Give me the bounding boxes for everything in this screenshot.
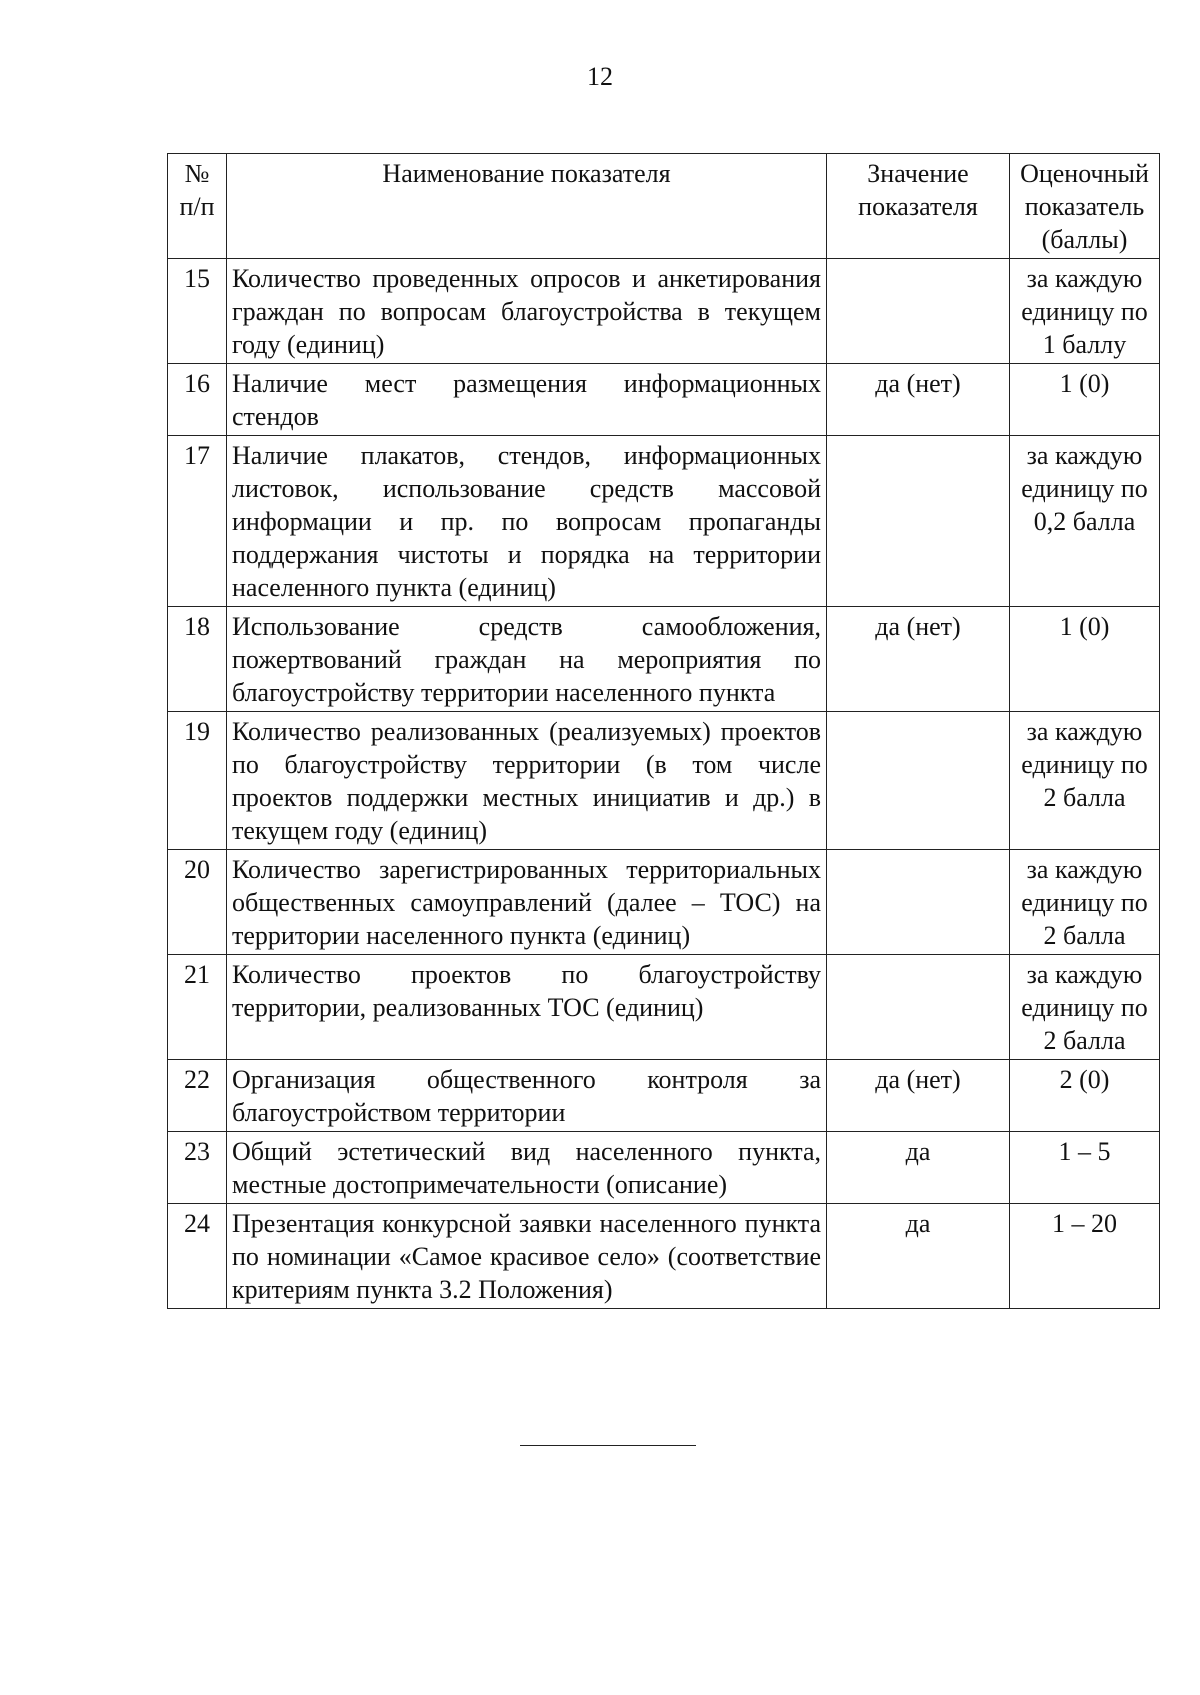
table-row — [168, 1132, 1160, 1204]
indicator-value: да — [827, 1132, 1010, 1204]
indicator-name: Использование средств самообложения, пожертвований граждан на мероприятия по благоустройству территории населенного пункта — [227, 607, 827, 712]
table-row — [168, 436, 1160, 607]
page-number: 12 — [587, 62, 613, 91]
indicator-value: да (нет) — [827, 364, 1010, 436]
indicator-score: 1 (0) — [1010, 607, 1160, 712]
indicator-value: да (нет) — [827, 607, 1010, 712]
row-number: 15 — [168, 259, 227, 364]
row-number: 18 — [168, 607, 227, 712]
indicator-name: Организация общественного контроля за благоустройством территории — [227, 1060, 827, 1132]
row-number: 23 — [168, 1132, 227, 1204]
table-row — [168, 1204, 1160, 1309]
indicator-value — [827, 436, 1010, 607]
row-number: 24 — [168, 1204, 227, 1309]
indicator-score: за каждую единицу по 2 балла — [1010, 712, 1160, 850]
table-row — [168, 607, 1160, 712]
indicator-value — [827, 712, 1010, 850]
indicator-score: за каждую единицу по 0,2 балла — [1010, 436, 1160, 607]
indicator-score: 1 (0) — [1010, 364, 1160, 436]
indicator-score: за каждую единицу по 2 балла — [1010, 850, 1160, 955]
header-num: № п/п — [168, 154, 227, 259]
header-value: Значение показателя — [827, 154, 1010, 259]
indicator-score: за каждую единицу по 1 баллу — [1010, 259, 1160, 364]
row-number: 17 — [168, 436, 227, 607]
indicator-score: 1 – 20 — [1010, 1204, 1160, 1309]
row-number: 20 — [168, 850, 227, 955]
indicators-table — [167, 153, 1160, 1309]
table-row — [168, 259, 1160, 364]
indicator-name: Количество проведенных опросов и анкетирования граждан по вопросам благоустройства в текущем году (единиц) — [227, 259, 827, 364]
footer-divider — [520, 1445, 696, 1446]
row-number: 21 — [168, 955, 227, 1060]
header-name: Наименование показателя — [227, 154, 827, 259]
table-row — [168, 712, 1160, 850]
row-number: 16 — [168, 364, 227, 436]
indicator-value: да (нет) — [827, 1060, 1010, 1132]
table-row — [168, 1060, 1160, 1132]
indicator-value — [827, 850, 1010, 955]
indicator-value — [827, 259, 1010, 364]
table-row — [168, 955, 1160, 1060]
table-row — [168, 850, 1160, 955]
indicator-score: 2 (0) — [1010, 1060, 1160, 1132]
indicator-value — [827, 955, 1010, 1060]
indicator-name: Количество проектов по благоустройству территории, реализованных ТОС (единиц) — [227, 955, 827, 1060]
indicator-name: Наличие мест размещения информационных стендов — [227, 364, 827, 436]
row-number: 22 — [168, 1060, 227, 1132]
header-score: Оценочный показатель (баллы) — [1010, 154, 1160, 259]
indicator-name: Количество зарегистрированных территориальных общественных самоуправлений (далее – ТОС) на территории населенного пункта (единиц) — [227, 850, 827, 955]
indicator-name: Количество реализованных (реализуемых) проектов по благоустройству территории (в том числе проектов поддержки местных инициатив и др.) в текущем году (единиц) — [227, 712, 827, 850]
indicator-score: 1 – 5 — [1010, 1132, 1160, 1204]
row-number: 19 — [168, 712, 227, 850]
table-header-row — [168, 154, 1160, 259]
indicator-score: за каждую единицу по 2 балла — [1010, 955, 1160, 1060]
indicator-name: Наличие плакатов, стендов, информационных листовок, использование средств массовой информации и пр. по вопросам пропаганды поддержания чистоты и порядка на территории населенного пункта (единиц) — [227, 436, 827, 607]
indicator-name: Общий эстетический вид населенного пункта, местные достопримечательности (описание) — [227, 1132, 827, 1204]
indicator-value: да — [827, 1204, 1010, 1309]
indicator-name: Презентация конкурсной заявки населенного пункта по номинации «Самое красивое село» (соответствие критериям пункта 3.2 Положения) — [227, 1204, 827, 1309]
table-row — [168, 364, 1160, 436]
